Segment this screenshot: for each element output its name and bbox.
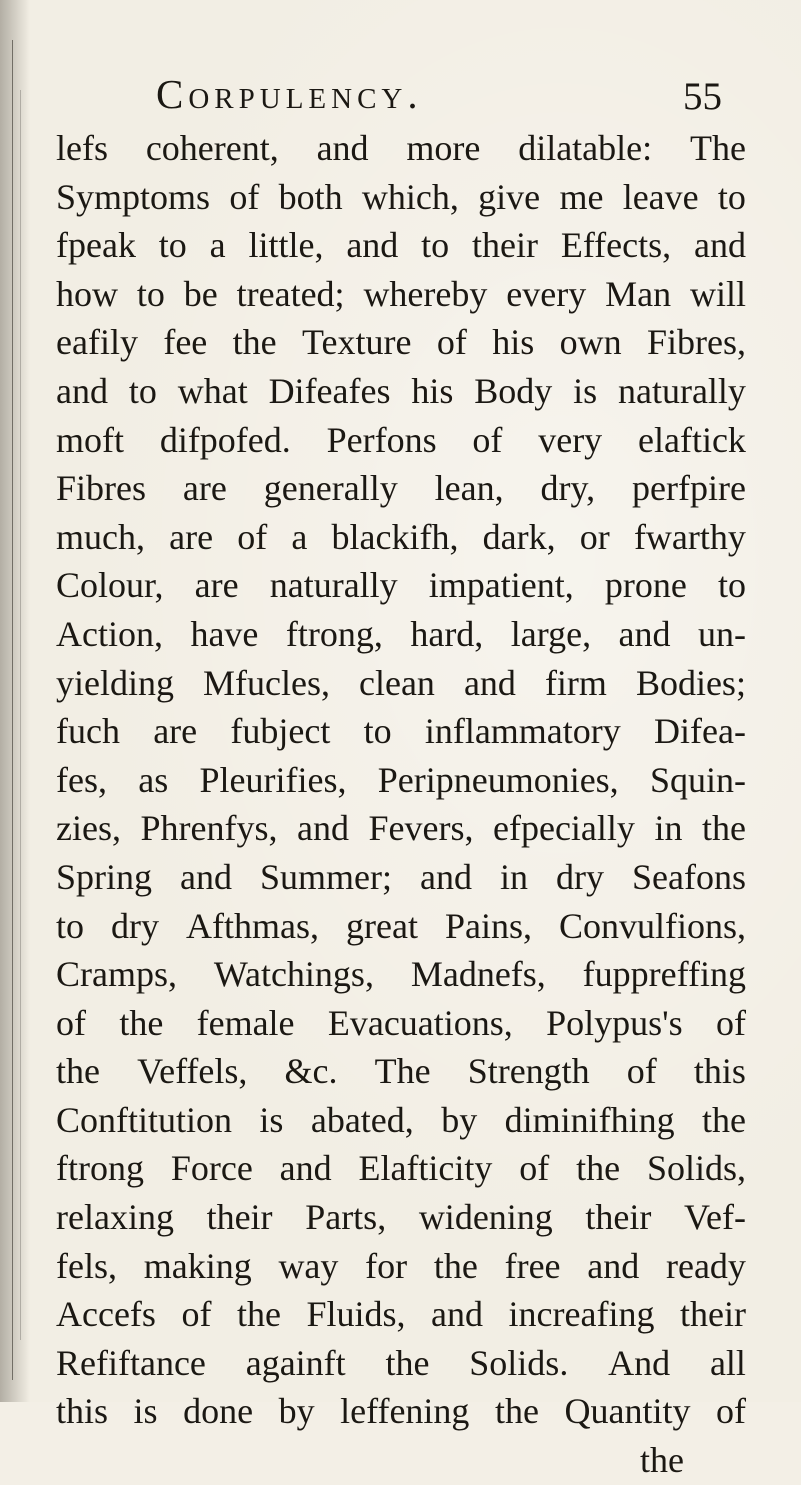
word: his bbox=[492, 322, 535, 363]
word: Difea- bbox=[654, 711, 746, 752]
word: of bbox=[716, 1391, 746, 1432]
word: of bbox=[56, 1002, 86, 1043]
word: Convulfions, bbox=[558, 905, 746, 946]
text-line bbox=[56, 853, 746, 902]
word: the bbox=[385, 1342, 430, 1383]
word: of bbox=[519, 1148, 550, 1189]
word: The bbox=[374, 1051, 431, 1092]
word: Seafons bbox=[632, 856, 746, 897]
word: Pains, bbox=[444, 905, 532, 946]
word: Perfons bbox=[326, 419, 437, 460]
word: Vef- bbox=[684, 1197, 746, 1238]
word: of bbox=[237, 516, 268, 557]
word: fwarthy bbox=[633, 516, 746, 557]
word: is bbox=[259, 1099, 284, 1140]
word: done bbox=[183, 1391, 254, 1432]
text-line bbox=[56, 1242, 746, 1291]
word: dilatable: bbox=[518, 128, 653, 168]
word: Solids. bbox=[469, 1342, 569, 1383]
word: the bbox=[56, 1051, 100, 1092]
word: againft bbox=[245, 1342, 346, 1383]
word: coherent, bbox=[145, 128, 279, 168]
word: the bbox=[236, 1294, 281, 1335]
word: Spring bbox=[56, 856, 153, 897]
word: perfpire bbox=[632, 468, 746, 509]
text-line bbox=[56, 1339, 746, 1388]
text-line bbox=[56, 707, 746, 756]
word: which, bbox=[361, 176, 459, 217]
word: Man bbox=[605, 273, 672, 314]
word: abated, bbox=[310, 1099, 414, 1140]
word: are bbox=[153, 711, 198, 752]
word: of bbox=[181, 1294, 212, 1335]
word: be bbox=[183, 273, 218, 314]
word: Strength bbox=[467, 1051, 590, 1092]
word: dry bbox=[556, 856, 604, 897]
word: female bbox=[196, 1002, 295, 1043]
word: to bbox=[56, 905, 85, 946]
word: and bbox=[420, 856, 472, 897]
word: Squin- bbox=[649, 759, 746, 800]
word: of bbox=[626, 1051, 657, 1092]
word: difpofed. bbox=[159, 419, 291, 460]
word: are bbox=[169, 516, 214, 557]
word: prone bbox=[604, 565, 687, 606]
word: and bbox=[463, 662, 516, 703]
word: naturally bbox=[617, 370, 746, 411]
word: for bbox=[365, 1245, 408, 1286]
word: Summer; bbox=[260, 856, 392, 897]
word: Pleurifies, bbox=[199, 759, 347, 800]
text-line bbox=[56, 367, 746, 416]
word: treated; bbox=[236, 273, 345, 314]
text-line bbox=[56, 270, 746, 319]
word: Solids, bbox=[646, 1148, 746, 1189]
text-line bbox=[56, 1047, 746, 1096]
word: by bbox=[441, 1099, 478, 1140]
word: whereby bbox=[363, 273, 488, 314]
word: very bbox=[538, 419, 603, 460]
word: the bbox=[119, 1002, 164, 1043]
word: Elafticity bbox=[358, 1148, 493, 1189]
word: the bbox=[576, 1148, 621, 1189]
word: un- bbox=[698, 613, 746, 654]
word: inflammatory bbox=[424, 711, 621, 752]
word: Madnefs, bbox=[410, 954, 546, 995]
running-title: Corpulency. bbox=[156, 71, 423, 117]
word: fes, bbox=[56, 759, 107, 800]
text-line bbox=[56, 1290, 746, 1339]
word: Evacuations, bbox=[327, 1002, 513, 1043]
word: dry, bbox=[540, 468, 596, 509]
word: little, bbox=[248, 225, 324, 266]
word: dark, bbox=[482, 516, 556, 557]
word: of bbox=[229, 176, 260, 217]
text-line bbox=[56, 1144, 746, 1193]
text-line bbox=[56, 659, 746, 708]
word: the bbox=[701, 808, 746, 849]
word: to bbox=[136, 273, 165, 314]
word: to bbox=[158, 225, 187, 266]
word: to bbox=[717, 176, 746, 217]
word: and bbox=[431, 1294, 484, 1335]
word: the bbox=[702, 1099, 746, 1140]
word: of bbox=[472, 419, 503, 460]
word: this bbox=[56, 1391, 109, 1432]
text-line bbox=[56, 318, 746, 367]
word: fels, bbox=[56, 1245, 117, 1286]
word: and bbox=[316, 128, 369, 168]
word: eafily bbox=[56, 322, 138, 363]
word: own bbox=[559, 322, 622, 363]
word: large, bbox=[510, 613, 592, 654]
running-head bbox=[0, 70, 801, 120]
word: yielding bbox=[56, 662, 174, 703]
word: this bbox=[693, 1051, 746, 1092]
word: and bbox=[693, 225, 746, 266]
word: Accefs bbox=[56, 1294, 156, 1335]
word: The bbox=[689, 128, 746, 168]
word: way bbox=[278, 1245, 339, 1286]
word: the bbox=[232, 322, 277, 363]
word: or bbox=[579, 516, 610, 557]
text-line bbox=[56, 221, 746, 270]
word: the bbox=[494, 1391, 539, 1432]
word: firm bbox=[544, 662, 607, 703]
text-line bbox=[56, 124, 746, 173]
word: Fibres, bbox=[646, 322, 746, 363]
word: Texture bbox=[302, 322, 412, 363]
word: every bbox=[506, 273, 587, 314]
word: to bbox=[421, 225, 450, 266]
word: leave bbox=[622, 176, 699, 217]
word: Mfucles, bbox=[203, 662, 330, 703]
body-text bbox=[56, 124, 746, 1485]
word: and bbox=[180, 856, 232, 897]
word: by bbox=[278, 1391, 315, 1432]
word: the bbox=[433, 1245, 478, 1286]
word: fpeak bbox=[56, 225, 136, 266]
word: is bbox=[133, 1391, 158, 1432]
catchword: the bbox=[640, 1440, 684, 1481]
word: great bbox=[346, 905, 418, 946]
word: diminifhing bbox=[504, 1099, 675, 1140]
word: more bbox=[406, 128, 481, 168]
word: fee bbox=[163, 322, 208, 363]
word: free bbox=[504, 1245, 561, 1286]
word: And bbox=[608, 1342, 671, 1383]
word: clean bbox=[358, 662, 435, 703]
word: Watchings, bbox=[213, 954, 374, 995]
word: elaftick bbox=[638, 419, 746, 460]
word: are bbox=[182, 468, 227, 509]
word: of bbox=[436, 322, 467, 363]
text-line bbox=[56, 902, 746, 951]
word: give bbox=[478, 176, 541, 217]
text-line bbox=[56, 1193, 746, 1242]
word: and bbox=[618, 613, 671, 654]
text-line bbox=[56, 561, 746, 610]
word: how bbox=[56, 273, 118, 314]
word: naturally bbox=[269, 565, 398, 606]
text-line bbox=[56, 950, 746, 999]
word: me bbox=[559, 176, 604, 217]
text-line bbox=[56, 173, 746, 222]
word: fuch bbox=[56, 711, 120, 752]
word: Parts, bbox=[305, 1197, 387, 1238]
word: Fevers, bbox=[368, 808, 474, 849]
word: Cramps, bbox=[56, 954, 177, 995]
word: a bbox=[209, 225, 226, 266]
word: a bbox=[291, 516, 308, 557]
text-line bbox=[56, 1096, 746, 1145]
word: and bbox=[346, 225, 399, 266]
word: &c. bbox=[284, 1051, 338, 1092]
text-line bbox=[56, 999, 746, 1048]
word: hard, bbox=[410, 613, 484, 654]
word: in bbox=[499, 856, 528, 897]
word: and bbox=[297, 808, 349, 849]
word: leffening bbox=[340, 1391, 470, 1432]
word: to bbox=[363, 711, 392, 752]
word: Force bbox=[170, 1148, 253, 1189]
word: to bbox=[717, 565, 746, 606]
word: Quantity bbox=[564, 1391, 691, 1432]
word: Phrenfys, bbox=[140, 808, 278, 849]
word: all bbox=[709, 1342, 746, 1383]
word: Action, bbox=[56, 613, 163, 654]
text-line bbox=[56, 804, 746, 853]
word: in bbox=[654, 808, 683, 849]
word: moft bbox=[56, 419, 124, 460]
word: widening bbox=[418, 1197, 553, 1238]
text-line bbox=[56, 464, 746, 513]
text-line bbox=[56, 1387, 746, 1436]
word: dry bbox=[111, 905, 160, 946]
word: is bbox=[573, 370, 598, 411]
text-line bbox=[56, 610, 746, 659]
word: increafing bbox=[508, 1294, 655, 1335]
word: generally bbox=[263, 468, 398, 509]
word: much, bbox=[56, 516, 145, 557]
word: Body bbox=[474, 370, 553, 411]
word: Refiftance bbox=[56, 1342, 206, 1383]
word: fuppreffing bbox=[582, 954, 746, 995]
word: Effects, bbox=[560, 225, 672, 266]
word: their bbox=[679, 1294, 746, 1335]
word: Conftitution bbox=[56, 1099, 233, 1140]
word: Veffels, bbox=[137, 1051, 248, 1092]
word: Afthmas, bbox=[186, 905, 319, 946]
word: Fibres bbox=[56, 468, 146, 509]
word: zies, bbox=[56, 808, 121, 849]
catchword-line bbox=[56, 1436, 746, 1485]
word: fubject bbox=[230, 711, 331, 752]
word: Colour, bbox=[56, 565, 164, 606]
word: will bbox=[689, 273, 746, 314]
word: lefs bbox=[56, 128, 108, 168]
word: Peripneumonies, bbox=[377, 759, 619, 800]
word: their bbox=[472, 225, 538, 266]
word: ftrong bbox=[56, 1148, 144, 1189]
word: their bbox=[206, 1197, 273, 1238]
word: relaxing bbox=[56, 1197, 174, 1238]
text-line bbox=[56, 513, 746, 562]
word: blackifh, bbox=[331, 516, 459, 557]
word: ftrong, bbox=[285, 613, 383, 654]
word: lean, bbox=[434, 468, 504, 509]
word: are bbox=[194, 565, 239, 606]
word: Polypus's bbox=[546, 1002, 683, 1043]
text-line bbox=[56, 416, 746, 465]
word: as bbox=[138, 759, 169, 800]
word: making bbox=[143, 1245, 252, 1286]
word: efpecially bbox=[493, 808, 635, 849]
word: what bbox=[177, 370, 248, 411]
word: of bbox=[715, 1002, 746, 1043]
word: to bbox=[128, 370, 157, 411]
word: their bbox=[585, 1197, 652, 1238]
page-number: 55 bbox=[683, 75, 722, 118]
text-line bbox=[56, 756, 746, 805]
word: Bodies; bbox=[635, 662, 746, 703]
word: his bbox=[411, 370, 454, 411]
word: and bbox=[587, 1245, 640, 1286]
word: Fluids, bbox=[306, 1294, 406, 1335]
word: Difeafes bbox=[268, 370, 391, 411]
binding-edge-inner bbox=[20, 90, 21, 1340]
word: Symptoms bbox=[56, 176, 211, 217]
binding-shadow bbox=[0, 0, 30, 1402]
word: and bbox=[279, 1148, 332, 1189]
word: both bbox=[278, 176, 343, 217]
word: and bbox=[56, 370, 108, 411]
binding-edge bbox=[12, 40, 13, 1380]
word: have bbox=[190, 613, 259, 654]
word: ready bbox=[665, 1245, 746, 1286]
word: impatient, bbox=[428, 565, 574, 606]
